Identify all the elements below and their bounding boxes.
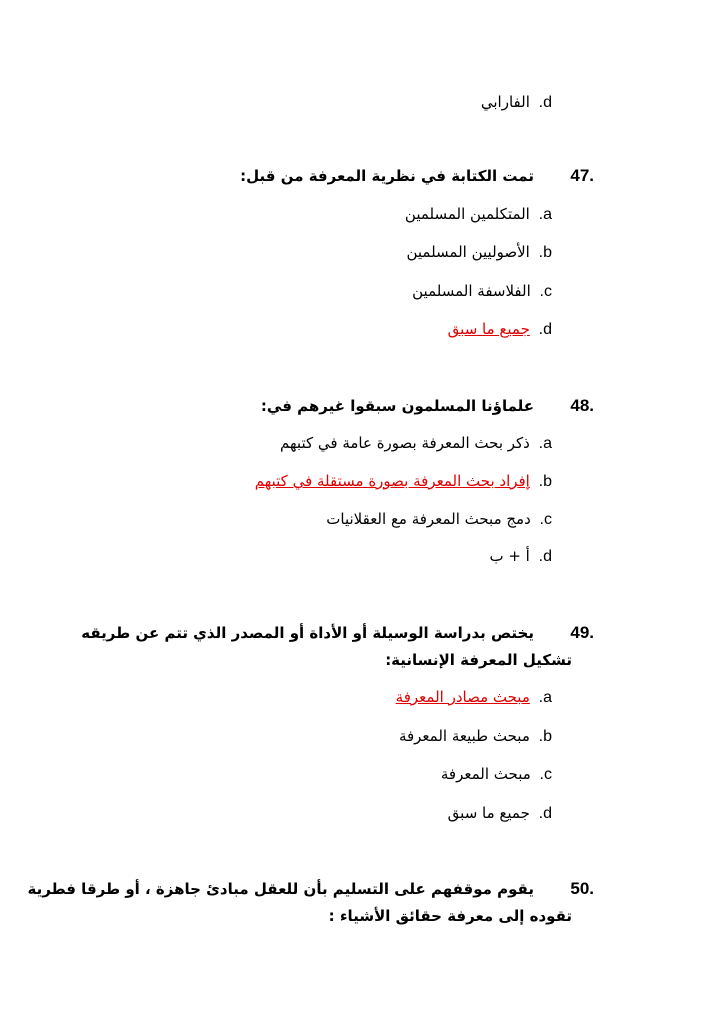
question-number-50: 50. <box>570 879 594 898</box>
option-text: الفارابي <box>480 93 530 111</box>
q48-option-c <box>326 509 552 530</box>
q47-option-d-correct <box>448 319 552 340</box>
option-text: إفراد بحث المعرفة بصورة مستقلة في كتبهم <box>254 472 530 490</box>
q48-option-b-correct <box>255 471 552 492</box>
option-text: دمج مبحث المعرفة مع العقلانيات <box>326 510 531 528</box>
q49-option-a-correct <box>396 687 552 708</box>
option-letter: a. <box>538 206 552 223</box>
option-letter: c. <box>539 283 552 300</box>
question-text-49-line1: يختص بدراسة الوسيلة أو الأداة أو المصدر الذي تتم عن طريقه <box>81 624 534 642</box>
question-number-47: 47. <box>570 166 594 185</box>
question-text-49-line2: تشكيل المعرفة الإنسانية: <box>385 651 572 669</box>
q47-option-c <box>412 281 552 302</box>
option-letter: c. <box>539 766 552 783</box>
question-text-50-line2: تقوده إلى معرفة حقائق الأشياء : <box>328 907 572 925</box>
option-prev-d <box>481 92 552 113</box>
q48-option-d <box>489 546 552 567</box>
q47-option-a <box>405 204 552 225</box>
option-text: مبحث المعرفة <box>440 765 531 783</box>
question-number-48: 48. <box>570 396 594 415</box>
option-text: المتكلمين المسلمين <box>404 205 530 223</box>
option-text: مبحث مصادر المعرفة <box>395 688 530 706</box>
q49-option-c <box>441 764 552 785</box>
option-letter: d. <box>538 548 552 565</box>
question-text-48: علماؤنا المسلمون سبقوا غيرهم في: <box>260 397 534 415</box>
question-number-49: 49. <box>570 623 594 642</box>
option-text: مبحث طبيعة المعرفة <box>398 727 530 745</box>
option-text: أ + ب <box>489 547 530 565</box>
q48-option-a <box>280 433 552 454</box>
option-letter: d. <box>538 94 552 111</box>
option-letter: a. <box>538 689 552 706</box>
option-letter: c. <box>539 511 552 528</box>
option-letter: b. <box>538 473 552 490</box>
option-letter: d. <box>538 321 552 338</box>
option-text: جميع ما سبق <box>447 804 530 822</box>
option-letter: a. <box>538 435 552 452</box>
q49-option-d <box>448 803 552 824</box>
option-text: جميع ما سبق <box>447 320 530 338</box>
option-text: الفلاسفة المسلمين <box>412 282 531 300</box>
q49-option-b <box>399 726 552 747</box>
option-letter: b. <box>538 244 552 261</box>
question-text-50-line1: يقوم موقفهم على التسليم بأن للعقل مبادئ جاهزة ، أو طرقا فطرية <box>27 880 534 898</box>
option-letter: b. <box>538 728 552 745</box>
option-text: الأصوليين المسلمين <box>406 243 530 261</box>
q47-option-b <box>406 242 552 263</box>
option-letter: d. <box>538 805 552 822</box>
question-text-47: تمت الكتابة في نظرية المعرفة من قبل: <box>240 167 534 185</box>
option-text: ذكر بحث المعرفة بصورة عامة في كتبهم <box>280 434 530 452</box>
